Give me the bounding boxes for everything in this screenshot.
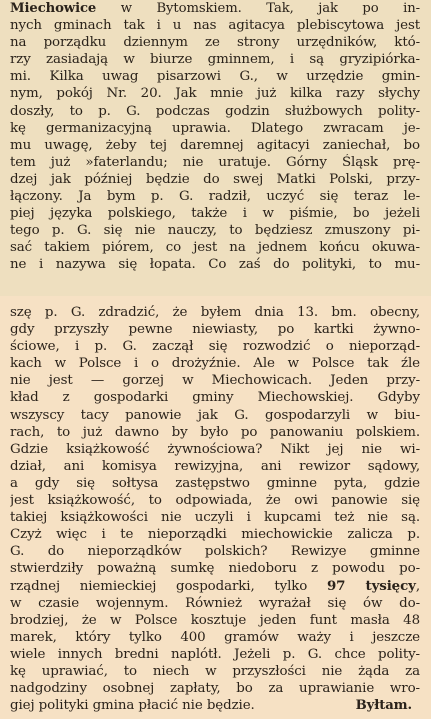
article-line: tego p. G. się nie nauczy, to będziesz zmuszony pi- <box>10 223 420 239</box>
article-line: jest książkowość, to odpowiada, że owi panowie się <box>10 493 420 509</box>
article-line: mi. Kilka uwag pisarzowi G., w urzędzie gmin- <box>10 69 420 85</box>
article-line: sać takiem piórem, co jest na jednem końcu okuwa- <box>10 240 420 256</box>
article-line: kę uprawiać, to niech w przyszłości nie żąda za <box>10 663 420 679</box>
article-line-text: rządnej niemieckiej gospodarki, tylko <box>10 578 327 594</box>
article-line: szę p. G. zdradzić, że byłem dnia 13. bm. obecny, <box>10 305 420 320</box>
article-line: doszły, to p. G. podczas godzin służbowych polity- <box>10 103 420 119</box>
article-line: nym, pokój Nr. 20. Jak mnie już kilka razy słychy <box>10 86 420 102</box>
article-line: rach, to już dawno by było po panowaniu polskiem. <box>10 424 420 440</box>
article-line: nych gminach tak i u nas agitacya plebiscytowa jest <box>10 18 420 34</box>
article-line: nie jest — gorzej w Miechowicach. Jeden przy- <box>10 373 420 389</box>
article-line-text: , <box>415 578 420 594</box>
article-line: gdy przyszły pewne niewiasty, po kartki żywno- <box>10 322 420 338</box>
article-line: nadgodziny osobnej zapłaty, bo za uprawianie wro- <box>10 681 420 697</box>
article-line: marek, który tylko 400 gramów waży i jeszcze <box>10 629 420 645</box>
article-line: mu uwagę, żeby tej daremnej agitacyi zaniechał, bo <box>10 137 420 153</box>
article-line: a gdy się sołtysa zastępstwo gminne pyta, gdzie <box>10 475 420 491</box>
article-line <box>10 0 420 17</box>
article-line: dzej jak później będzie do swej Matki Polski, przy- <box>10 171 420 187</box>
article-line: brodziej, że w Polsce kosztuje jeden funt masła 48 <box>10 612 420 628</box>
article-line: stwierdziły poważną sumkę niedoboru z powodu po- <box>10 561 420 577</box>
article-line: kład z gospodarki gminy Miechowskiej. Gdyby <box>10 390 420 406</box>
article-line: Czyż więc i te nieporządki miechowickie zalicza p. <box>10 527 420 543</box>
article-line: kę germanizacyjną uprawia. Dlatego zwracam je- <box>10 120 420 136</box>
article-line: rzy zasiadają w biurze gminnem, i są gryzipiórka- <box>10 52 420 68</box>
article-closing-line <box>10 697 420 714</box>
article-line-text: w Bytomskiem. Tak, jak po in- <box>96 1 420 16</box>
article-line: tem już »faterlandu; nie uratuje. Górny Śląsk prę- <box>10 154 420 170</box>
article-line: G. do nieporządków polskich? Rewizye gminne <box>10 544 420 560</box>
article-line-text: giej polityki gmina płacić nie będzie. <box>10 698 255 714</box>
article-line: kach w Polsce i o drożyźnie. Ale w Polsce tak źle <box>10 356 420 372</box>
article-line: w czasie wojennym. Również wyrażał się ów do- <box>10 595 420 611</box>
article-line: łączony. Ja bym p. G. radził, uczyć się teraz le- <box>10 189 420 205</box>
article-line: dział, ani komisya rewizyjna, ani rewizor sądowy, <box>10 458 420 474</box>
article-headline: Miechowice <box>10 1 97 16</box>
article-upper-column <box>10 0 420 274</box>
article-line: takiej książkowości nie uczyli i kupcami też nie są. <box>10 510 420 526</box>
article-line: Gdzie książkowość żywnościowa? Nikt jej nie wi- <box>10 441 420 457</box>
article-line: na porządku dziennym ze strony urzędników, któ- <box>10 35 420 51</box>
article-line: ne i nazywa się łopata. Co zaś do polityki, to mu- <box>10 257 420 273</box>
article-line: wiele innych bredni naplótł. Jeżeli p. G. chce polity- <box>10 646 420 662</box>
article-line: ściowe, i p. G. zaczął się rozwodzić o nieporząd- <box>10 339 420 355</box>
article-line: wszyscy tacy panowie jak G. gospodarzyli w biu- <box>10 407 420 423</box>
article-lower-column <box>10 304 420 714</box>
article-line <box>10 578 420 595</box>
emphasized-amount: 97 tysięcy <box>326 577 416 594</box>
article-line: piej języka polskiego, także i w piśmie, bo jeżeli <box>10 206 420 222</box>
author-signature: Byłtam. <box>355 698 412 714</box>
